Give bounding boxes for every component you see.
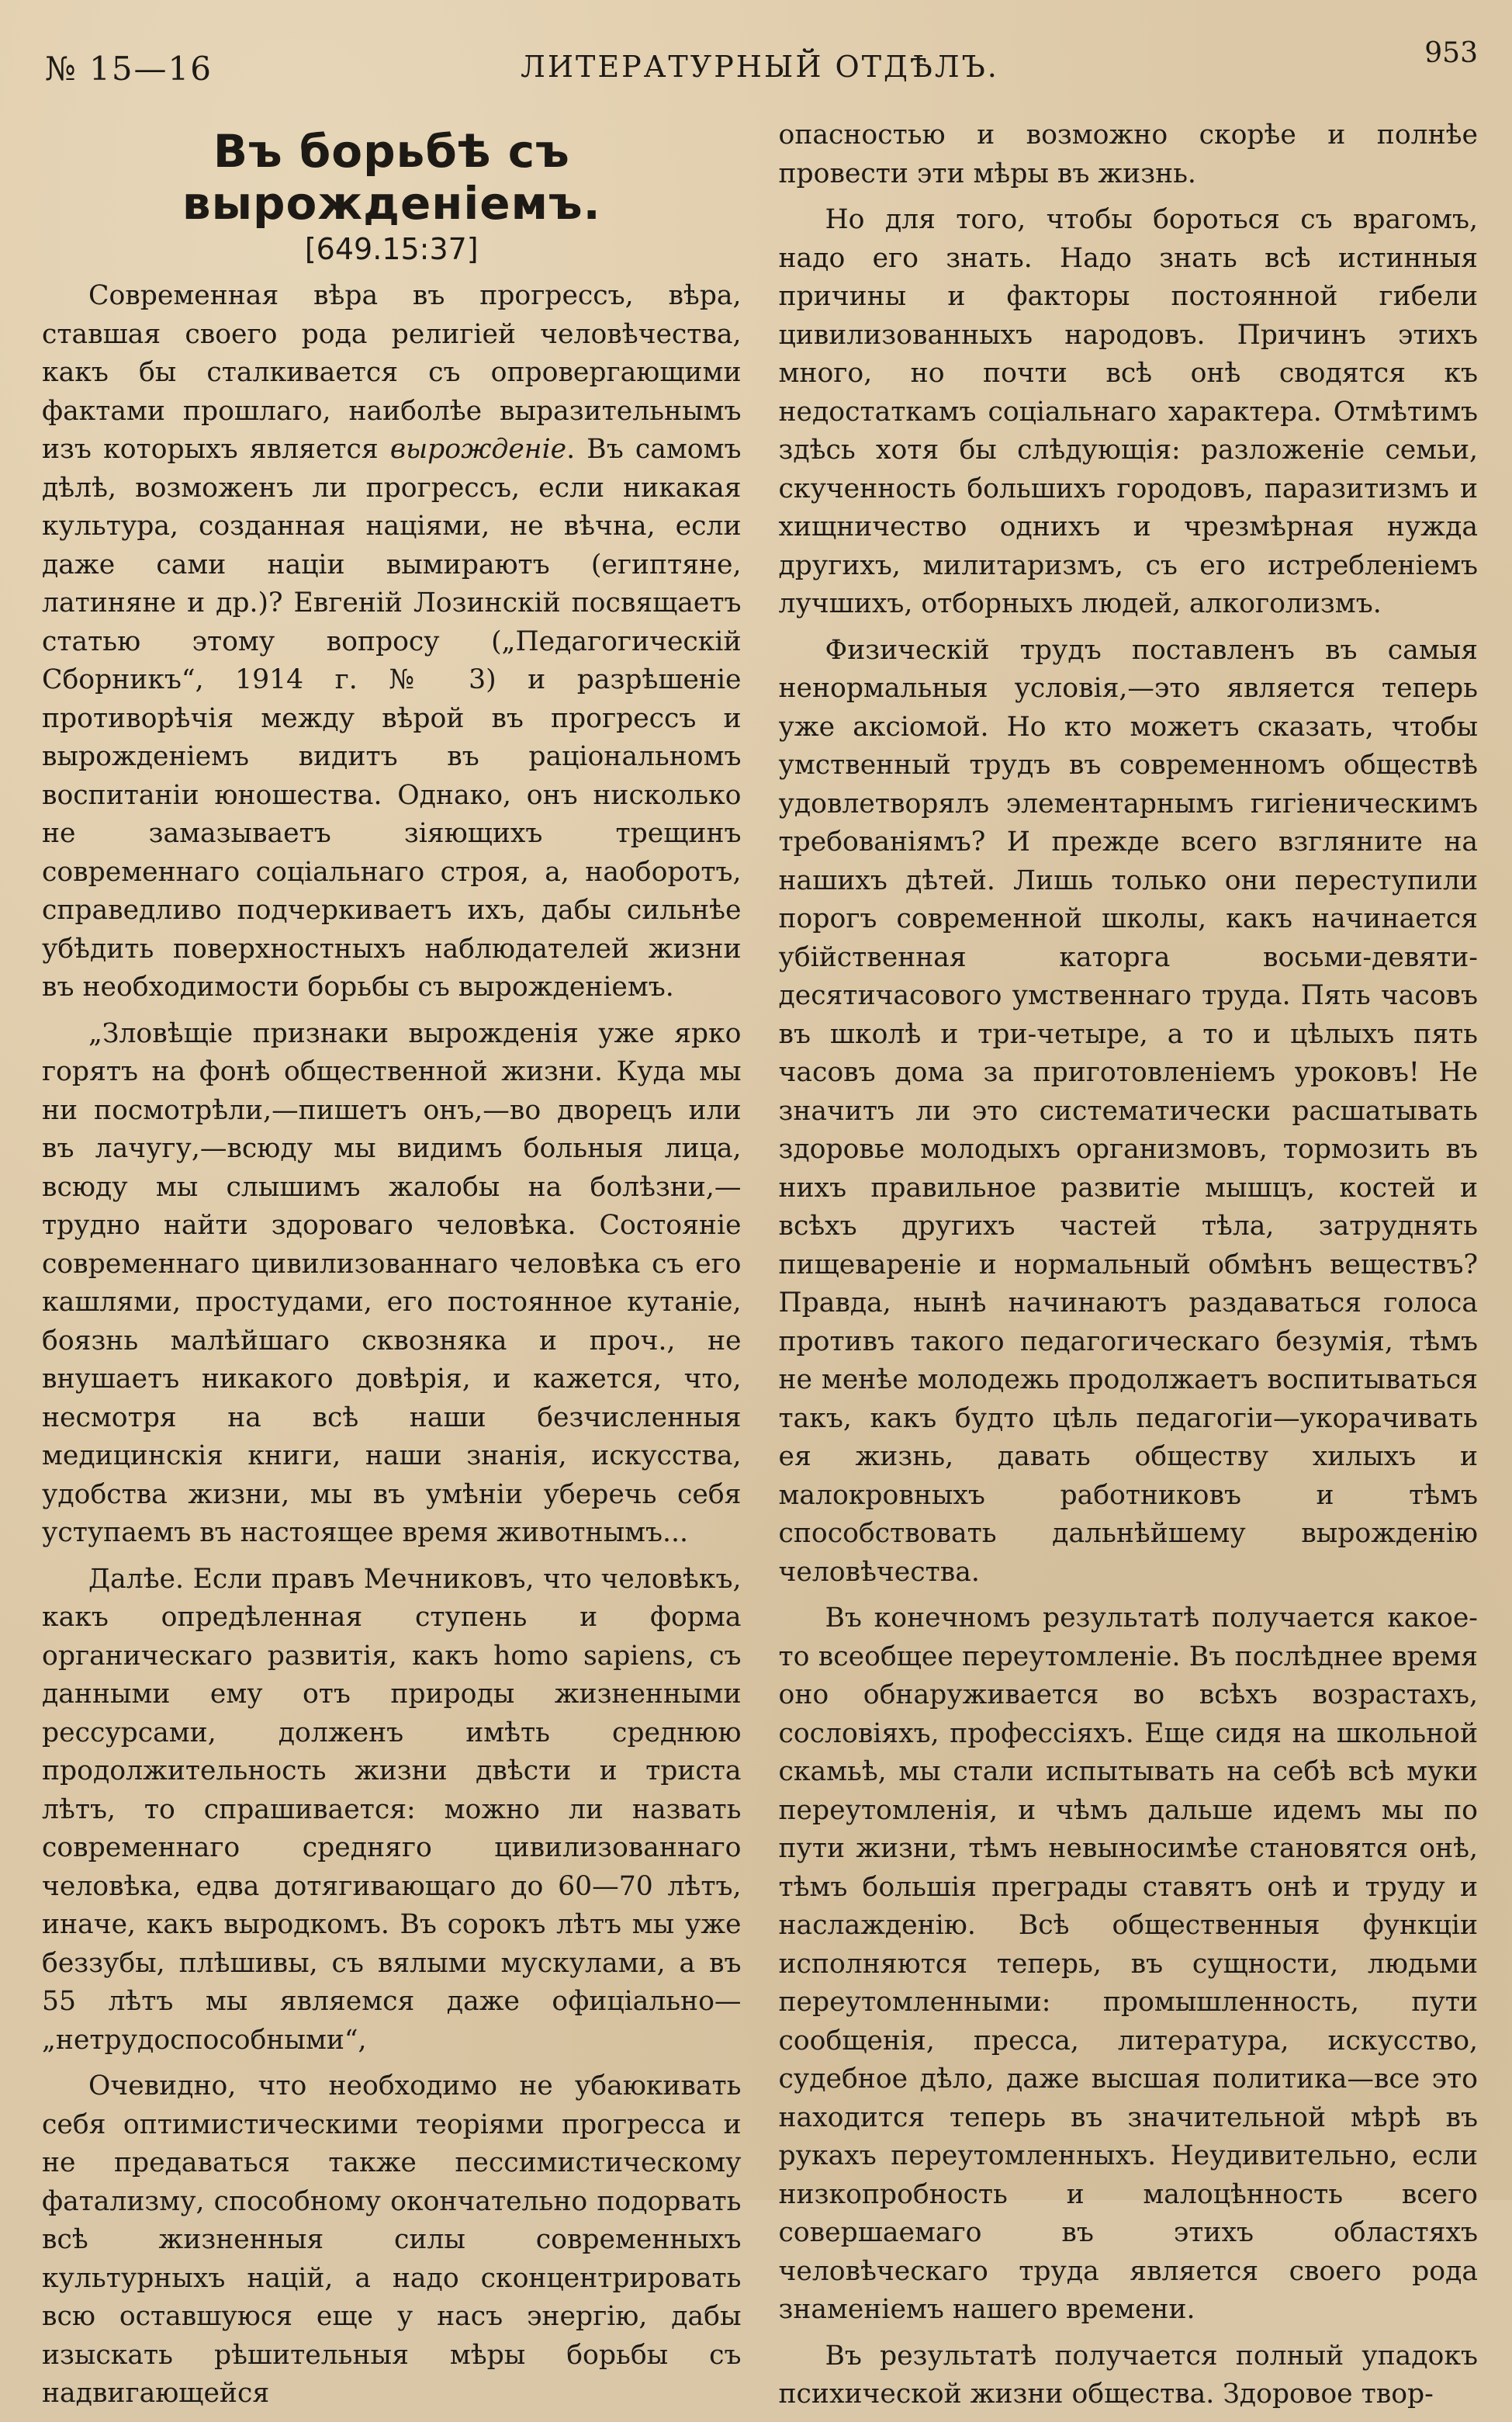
text-columns: [42, 116, 1478, 2422]
page-number: 953: [1424, 37, 1478, 69]
paragraph: „Зловѣщіе признаки вырожденія уже ярко горятъ на фонѣ общественной жизни. Куда мы ни посмотрѣли,—пишетъ онъ,—во дворецъ или въ лачугу,—всюду мы видимъ больныя лица, всюду мы слышимъ жалобы на болѣзни,—трудно найти здороваго человѣка. Состояніе современнаго цивилизованнаго человѣка съ его кашлями, простудами, его постоянное кутаніе, боязнь малѣйшаго сквозняка и проч., не внушаетъ никакого довѣрія, и кажется, что, несмотря на всѣ наши безчисленныя медицинскія книги, наши знанія, искусства, удобства жизни, мы въ умѣніи уберечь себя уступаемъ въ настоящее время животнымъ...: [42, 1017, 742, 1549]
paragraph: опасностью и возможно скорѣе и полнѣе провести эти мѣры въ жизнь.: [778, 120, 1478, 189]
emphasis-text: вырожденіе: [389, 434, 567, 466]
paragraph-text: . Въ самомъ дѣлѣ, возможенъ ли прогрессъ, если никакая культура, созданная націями, не вѣчна, если даже сами націи вымираютъ (египтяне, латиняне и др.)? Евгеній Лозинскій посвящаетъ статью этому вопросу („Педагогическій Сборникъ“, 1914 г. № 3) и разрѣшеніе противорѣчія между вѣрой въ прогрессъ и вырожденіемъ видитъ въ раціональномъ воспитаніи юношества. Однако, онъ нисколько не замазываетъ зіяющихъ трещинъ современнаго соціальнаго строя, а, наоборотъ, справедливо подчеркиваетъ ихъ, дабы сильнѣе убѣдить поверхностныхъ наблюдателей жизни въ необходимости борьбы съ вырожденіемъ.: [42, 434, 742, 1003]
paragraph: Физическій трудъ поставленъ въ самыя ненормальныя условія,—это является теперь уже аксіомой. Но кто можетъ сказать, чтобы умственный трудъ въ современномъ обществѣ удовлетворялъ элементарнымъ гигіеническимъ требованіямъ? И прежде всего взгляните на нашихъ дѣтей. Лишь только они переступили порогъ современной школы, какъ начинается убійственная каторга восьми-девяти-десятичасового умственнаго труда. Пять часовъ въ школѣ и три-четыре, а то и цѣлыхъ пять часовъ дома за приготовленіемъ уроковъ! Не значитъ ли это систематически расшатывать здоровье молодыхъ организмовъ, тормозить въ нихъ правильное развитіе мышцъ, костей и всѣхъ другихъ частей тѣла, затруднять пищевареніе и нормальный обмѣнъ веществъ? Правда, нынѣ начинаютъ раздаваться голоса противъ такого педагогическаго безумія, тѣмъ не менѣе молодежь продолжаетъ воспитываться такъ, какъ будто цѣль педагогіи—укорачивать ея жизнь, давать обществу хилыхъ и малокровныхъ работниковъ и тѣмъ способствовать дальнѣйшему вырожденію человѣчества.: [778, 634, 1478, 1588]
issue-number: № 15—16: [45, 50, 213, 88]
paragraph: Въ результатѣ получается полный упадокъ психической жизни общества. Здоровое твор-: [778, 2340, 1478, 2410]
paragraph: [42, 277, 742, 1007]
section-title: ЛИТЕРАТУРНЫЙ ОТДѢЛЪ.: [521, 50, 999, 84]
classification-code: [649.15:37]: [304, 232, 479, 267]
right-column: [779, 116, 1479, 2422]
paragraph: Далѣе. Если правъ Мечниковъ, что человѣкъ, какъ опредѣленная ступень и форма органическаго развитія, какъ homo sapiens, съ данными ему отъ природы жизненными рессурсами, долженъ имѣть среднюю продолжительность жизни двѣсти и триста лѣтъ, то спрашивается: можно ли назвать современнаго средняго цивилизованнаго человѣка, едва дотягивающаго до 60—70 лѣтъ, иначе, какъ выродкомъ. Въ сорокъ лѣтъ мы уже беззубы, плѣшивы, съ вялыми мускулами, а въ 55 лѣтъ мы являемся даже офиціально—„нетрудоспособными“,: [42, 1563, 742, 2056]
running-header: [42, 37, 1478, 99]
paragraph-text: Современная вѣра въ прогрессъ, вѣра, ставшая своего рода религіей человѣчества, какъ бы сталкивается съ опровергающими фактами прошлаго, наиболѣе выразительнымъ изъ которыхъ является: [42, 280, 742, 466]
paragraph: Въ конечномъ результатѣ получается какое-то всеобщее переутомленіе. Въ послѣднее время оно обнаруживается во всѣхъ возрастахъ, сословіяхъ, профессіяхъ. Еще сидя на школьной скамьѣ, мы стали испытывать на себѣ всѣ муки переутомленія, и чѣмъ дальше идемъ мы по пути жизни, тѣмъ невыносимѣе становятся онѣ, тѣмъ большія преграды ставятъ онѣ и труду и наслажденію. Всѣ общественныя функціи исполняются теперь, въ сущности, людьми переутомленными: промышленность, пути сообщенія, пресса, литература, искусство, судебное дѣло, даже высшая политика—все это находится теперь въ значительной мѣрѣ въ рукахъ переутомленныхъ. Неудивительно, если низкопробность и малоцѣнность всего совершаемаго въ этихъ областяхъ человѣческаго труда является своего рода знаменіемъ нашего времени.: [778, 1603, 1478, 2325]
paragraph: Но для того, чтобы бороться съ врагомъ, надо его знать. Надо знать всѣ истинныя причины и факторы постоянной гибели цивилизованныхъ народовъ. Причинъ этихъ много, но почти всѣ онѣ сводятся къ недостаткамъ соціальнаго характера. Отмѣтимъ здѣсь хотя бы слѣдующія: разложеніе семьи, скученность большихъ городовъ, паразитизмъ и хищничество однихъ и чрезмѣрная нужда другихъ, милитаризмъ, съ его истребленіемъ лучшихъ, отборныхъ людей, алкоголизмъ.: [778, 204, 1478, 619]
article-title: Въ борьбѣ съ вырожденіемъ.: [182, 125, 601, 230]
left-column: [42, 116, 742, 2422]
paragraph: Очевидно, что необходимо не убаюкивать себя оптимистическими теоріями прогресса и не предаваться также пессимистическому фатализму, способному окончательно подорвать всѣ жизненныя силы современныхъ культурныхъ націй, а надо сконцентрировать всю оставшуюся еще у насъ энергію, дабы изыскать рѣшительныя мѣры борьбы съ надвигающейся: [42, 2070, 742, 2410]
